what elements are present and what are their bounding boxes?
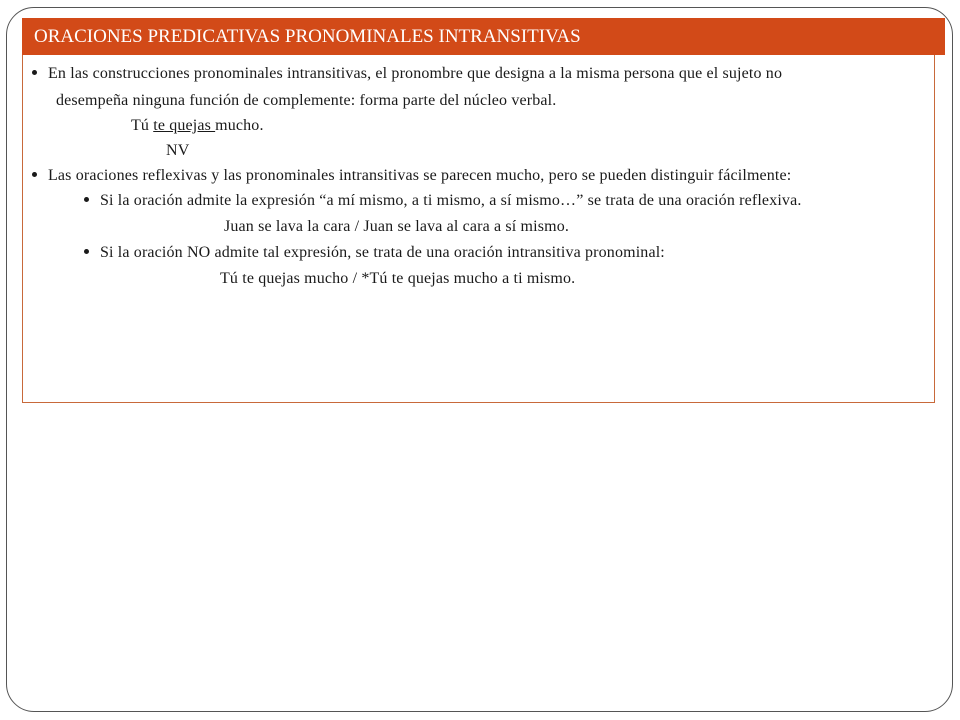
paragraph-1-line-1: En las construcciones pronominales intransitivas, el pronombre que designa a la misma persona que el sujeto no xyxy=(48,65,783,82)
title-bar xyxy=(22,18,945,55)
sub-bullet-icon xyxy=(84,197,89,202)
slide-title: ORACIONES PREDICATIVAS PRONOMINALES INTRANSITIVAS xyxy=(34,26,581,47)
paragraph-1-line-2: desempeña ninguna función de complemente: forma parte del núcleo verbal. xyxy=(56,92,557,109)
nv-label: NV xyxy=(166,142,190,159)
example-1-verb-core: te quejas xyxy=(153,117,216,134)
bullet-icon xyxy=(32,172,37,177)
example-1 xyxy=(131,118,264,134)
sub-bullet-icon xyxy=(84,249,89,254)
example-2: Juan se lava la cara / Juan se lava al cara a sí mismo. xyxy=(224,218,569,235)
paragraph-2: Las oraciones reflexivas y las pronominales intransitivas se parecen mucho, pero se pueden distinguir fácilmente: xyxy=(48,167,792,184)
sub-point-1: Si la oración admite la expresión “a mí mismo, a ti mismo, a sí mismo…” se trata de una oración reflexiva. xyxy=(100,192,802,209)
sub-point-2: Si la oración NO admite tal expresión, se trata de una oración intransitiva pronominal: xyxy=(100,244,665,261)
example-1-pre: Tú xyxy=(131,117,154,134)
example-3: Tú te quejas mucho / *Tú te quejas mucho a ti mismo. xyxy=(220,270,576,287)
example-1-post: mucho. xyxy=(215,117,264,134)
bullet-icon xyxy=(32,70,37,75)
